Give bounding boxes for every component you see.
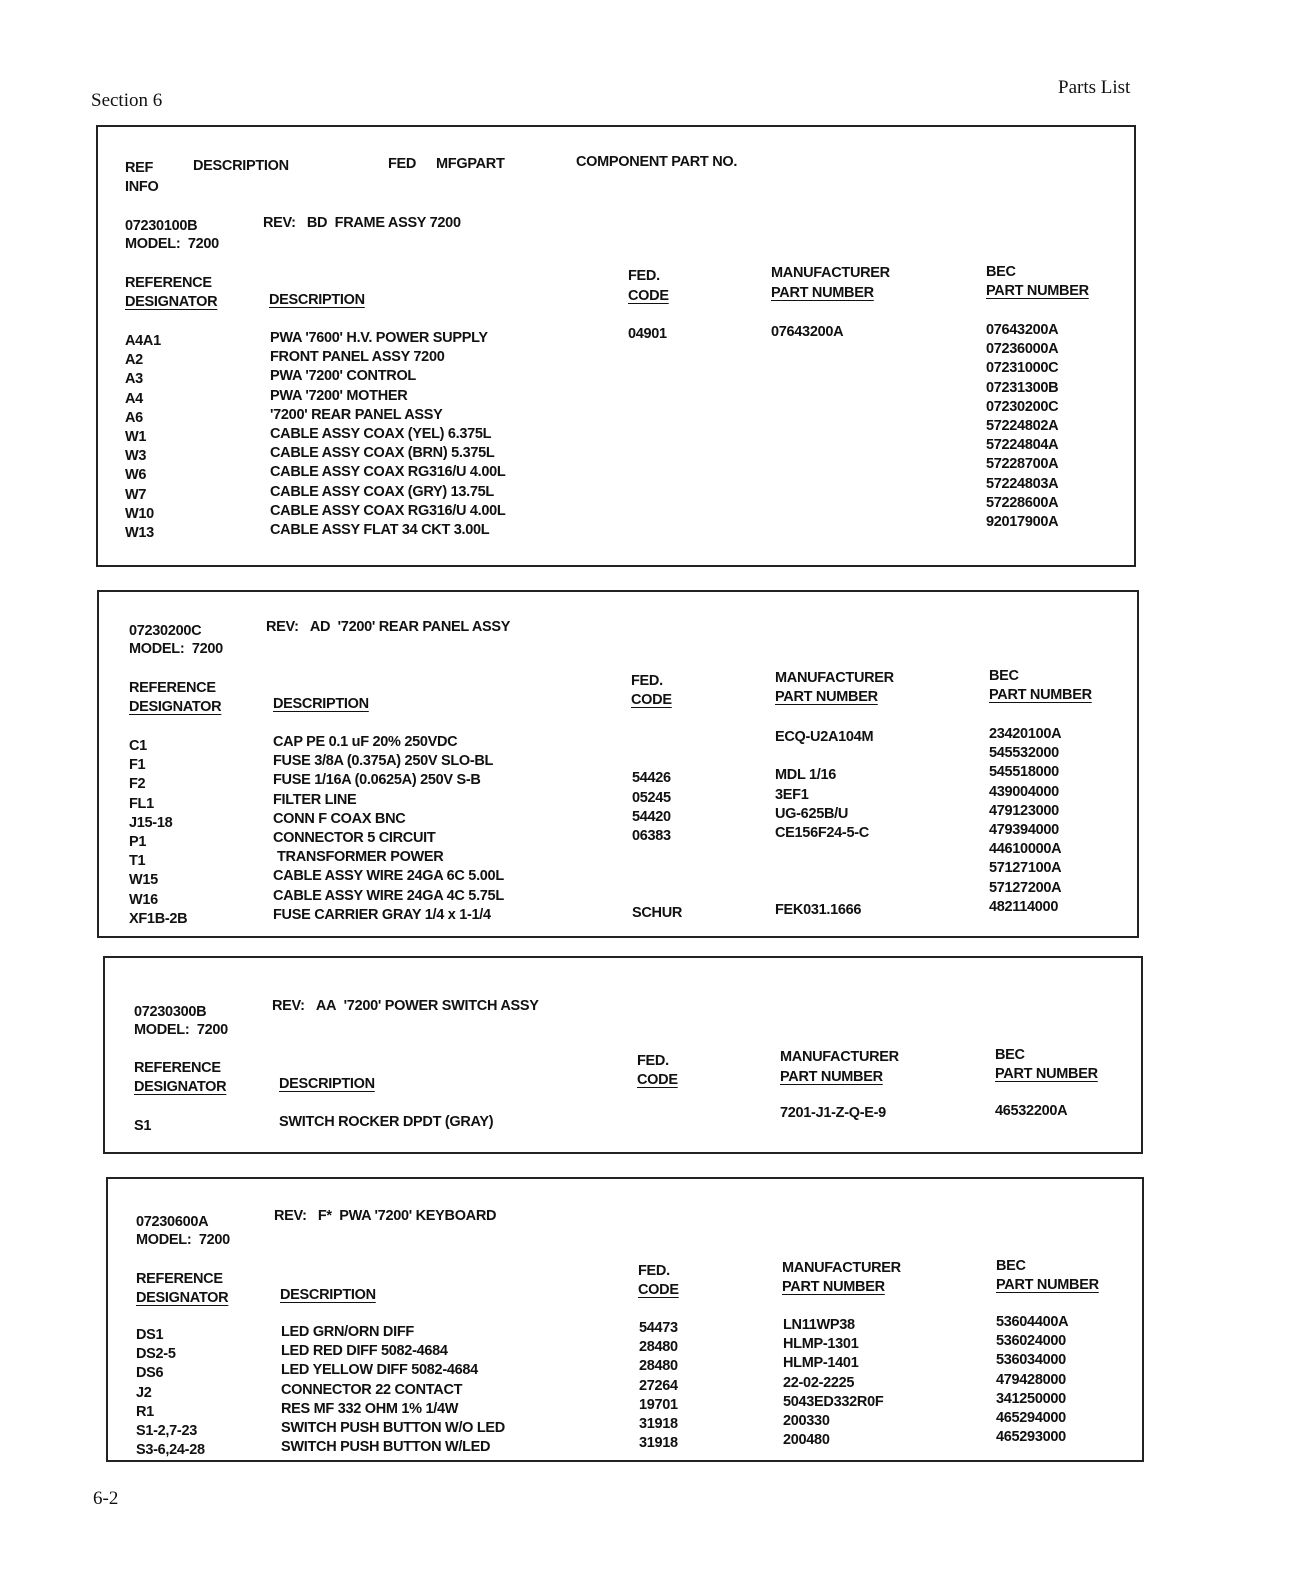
list-item xyxy=(632,846,682,865)
list-item xyxy=(775,747,873,766)
list-item: SWITCH PUSH BUTTON W/LED xyxy=(281,1439,491,1456)
list-item: DS2-5 xyxy=(136,1346,176,1363)
list-item: CABLE ASSY WIRE 24GA 4C 5.75L xyxy=(273,887,504,904)
list-item: 545532000 xyxy=(989,745,1059,762)
manufacturer-heading: MANUFACTURER xyxy=(782,1260,901,1276)
list-item: FILTER LINE xyxy=(273,791,357,808)
code-heading: CODE xyxy=(628,288,669,304)
description-list xyxy=(281,1323,505,1457)
list-item: 57224802A xyxy=(986,417,1059,434)
list-item: 479428000 xyxy=(996,1371,1066,1388)
list-item: LED YELLOW DIFF 5082-4684 xyxy=(281,1362,478,1379)
description-col-heading: DESCRIPTION xyxy=(280,1287,376,1303)
list-item: MDL 1/16 xyxy=(775,767,836,784)
list-item: A3 xyxy=(125,371,143,388)
component-part-heading: COMPONENT PART NO. xyxy=(576,154,738,170)
description-list xyxy=(270,329,505,540)
mfr-part-list xyxy=(783,1316,883,1450)
list-item: 465293000 xyxy=(996,1429,1066,1446)
list-item: RES MF 332 OHM 1% 1/4W xyxy=(281,1400,459,1417)
list-item: LN11WP38 xyxy=(783,1317,855,1333)
list-item: XF1B-2B xyxy=(129,910,188,927)
bec-part-list xyxy=(996,1313,1068,1447)
assembly-box-power-switch xyxy=(103,956,1143,1154)
fed-dot-heading: FED. xyxy=(638,1263,670,1279)
list-item: 57224804A xyxy=(986,437,1059,454)
code-heading: CODE xyxy=(637,1072,678,1088)
list-item: FUSE 1/16A (0.0625A) 250V S-B xyxy=(273,772,481,789)
list-item: CONNECTOR 5 CIRCUIT xyxy=(273,829,436,846)
list-item: CABLE ASSY COAX (GRY) 13.75L xyxy=(270,483,494,500)
list-item: CE156F24-5-C xyxy=(775,824,869,841)
list-item: SWITCH PUSH BUTTON W/O LED xyxy=(281,1419,505,1436)
fed-code-list xyxy=(632,731,682,923)
list-item: W15 xyxy=(129,872,158,889)
list-item: 31918 xyxy=(639,1415,678,1432)
reference-heading: REFERENCE xyxy=(134,1060,221,1076)
bec-part-number-heading: PART NUMBER xyxy=(986,283,1089,299)
list-item: DS6 xyxy=(136,1365,164,1382)
info-heading: INFO xyxy=(125,179,159,195)
list-item: 200480 xyxy=(783,1432,830,1449)
list-item: HLMP-1301 xyxy=(783,1336,859,1353)
assembly-box-keyboard xyxy=(106,1177,1144,1462)
list-item: W13 xyxy=(125,524,154,541)
model-line: MODEL: 7200 xyxy=(125,236,219,252)
description-col-heading: DESCRIPTION xyxy=(269,292,365,308)
list-item: 07643200A xyxy=(986,322,1059,338)
description-col-heading: DESCRIPTION xyxy=(279,1076,375,1092)
reference-heading: REFERENCE xyxy=(136,1271,223,1287)
list-item: 341250000 xyxy=(996,1390,1066,1407)
list-item: SWITCH ROCKER DPDT (GRAY) xyxy=(279,1114,494,1130)
list-item xyxy=(632,731,682,750)
list-item: 482114000 xyxy=(989,898,1059,915)
fed-code-list xyxy=(628,325,667,344)
fed-dot-heading: FED. xyxy=(628,268,660,284)
list-item: 479394000 xyxy=(989,821,1059,838)
list-item: 07231000C xyxy=(986,360,1059,377)
mfgpart-heading: MFGPART xyxy=(436,156,505,172)
rev-block: REV: F* PWA '7200' KEYBOARD xyxy=(274,1208,497,1224)
reference-heading: REFERENCE xyxy=(125,275,212,291)
list-item: 545518000 xyxy=(989,764,1059,781)
list-item: 465294000 xyxy=(996,1409,1066,1426)
description-list xyxy=(273,733,504,925)
mfr-part-number-heading: PART NUMBER xyxy=(782,1279,885,1295)
list-item: ECQ-U2A104M xyxy=(775,729,874,745)
list-item xyxy=(775,843,873,862)
list-item: DS1 xyxy=(136,1327,164,1343)
list-item: 3EF1 xyxy=(775,786,809,803)
list-item: 479123000 xyxy=(989,802,1059,819)
list-item: CABLE ASSY WIRE 24GA 6C 5.00L xyxy=(273,868,504,885)
page-number: 6-2 xyxy=(93,1488,119,1509)
list-item: '7200' REAR PANEL ASSY xyxy=(270,406,443,423)
list-item: W16 xyxy=(129,891,158,908)
list-item: CAP PE 0.1 uF 20% 250VDC xyxy=(273,734,458,750)
bec-heading: BEC xyxy=(995,1047,1025,1063)
list-item xyxy=(632,865,682,884)
model-line: MODEL: 7200 xyxy=(134,1022,228,1038)
list-item: 57127100A xyxy=(989,860,1062,877)
list-item: LED RED DIFF 5082-4684 xyxy=(281,1343,448,1360)
list-item: 04901 xyxy=(628,326,667,342)
list-item: T1 xyxy=(129,853,146,870)
list-item: 07231300B xyxy=(986,379,1059,396)
designator-list xyxy=(136,1326,205,1460)
assembly-number: 07230300B xyxy=(134,1004,207,1020)
rev-block: REV: AA '7200' POWER SWITCH ASSY xyxy=(272,998,539,1014)
list-item: 57228600A xyxy=(986,494,1059,511)
list-item: 06383 xyxy=(632,827,671,844)
list-item: FUSE 3/8A (0.375A) 250V SLO-BL xyxy=(273,753,494,770)
list-item: W6 xyxy=(125,467,147,484)
ref-heading: REF xyxy=(125,160,154,176)
list-item: 53604400A xyxy=(996,1314,1069,1330)
list-item xyxy=(775,882,873,901)
bec-part-list xyxy=(989,725,1061,917)
list-item: S3-6,24-28 xyxy=(136,1442,205,1459)
description-col-heading: DESCRIPTION xyxy=(273,696,369,712)
designator-heading: DESIGNATOR xyxy=(134,1079,227,1095)
list-item: PWA '7200' MOTHER xyxy=(270,387,408,404)
list-item: 57127200A xyxy=(989,879,1062,896)
list-item: CABLE ASSY COAX (BRN) 5.375L xyxy=(270,445,495,462)
assembly-number: 07230100B xyxy=(125,218,198,234)
list-item: CABLE ASSY COAX (YEL) 6.375L xyxy=(270,425,492,442)
manufacturer-heading: MANUFACTURER xyxy=(780,1049,899,1065)
list-item: W10 xyxy=(125,505,154,522)
list-item: 07643200A xyxy=(771,324,844,340)
list-item: S1-2,7-23 xyxy=(136,1422,197,1439)
list-item: 54426 xyxy=(632,770,671,787)
list-item: 536034000 xyxy=(996,1352,1066,1369)
list-item: 7201-J1-Z-Q-E-9 xyxy=(780,1105,886,1121)
list-item: 27264 xyxy=(639,1377,678,1394)
page-title: Parts List xyxy=(1058,77,1131,98)
list-item: R1 xyxy=(136,1403,154,1420)
list-item: P1 xyxy=(129,833,147,850)
list-item: 57228700A xyxy=(986,456,1059,473)
bec-part-list xyxy=(986,321,1058,532)
list-item: 57224803A xyxy=(986,475,1059,492)
list-item: LED GRN/ORN DIFF xyxy=(281,1324,414,1340)
list-item xyxy=(632,750,682,769)
list-item xyxy=(632,885,682,904)
list-item: J15-18 xyxy=(129,814,173,831)
list-item: FL1 xyxy=(129,795,154,812)
list-item: 28480 xyxy=(639,1358,678,1375)
list-item: 07230200C xyxy=(986,398,1059,415)
assembly-number: 07230200C xyxy=(129,623,202,639)
fed-dot-heading: FED. xyxy=(637,1053,669,1069)
model-line: MODEL: 7200 xyxy=(129,641,223,657)
list-item: J2 xyxy=(136,1384,152,1401)
mfr-part-list xyxy=(771,323,843,342)
manufacturer-heading: MANUFACTURER xyxy=(771,265,890,281)
list-item: 439004000 xyxy=(989,783,1059,800)
list-item: S1 xyxy=(134,1118,152,1134)
list-item: A4A1 xyxy=(125,333,161,349)
list-item: F1 xyxy=(129,757,146,774)
list-item: 5043ED332R0F xyxy=(783,1393,884,1410)
list-item: FEK031.1666 xyxy=(775,901,862,918)
list-item: 54420 xyxy=(632,808,671,825)
section-label: Section 6 xyxy=(91,90,163,111)
mfr-part-number-heading: PART NUMBER xyxy=(780,1069,883,1085)
rev-block: REV: AD '7200' REAR PANEL ASSY xyxy=(266,619,511,635)
list-item: A2 xyxy=(125,352,143,369)
list-item: 23420100A xyxy=(989,726,1062,742)
list-item: PWA '7200' CONTROL xyxy=(270,368,416,385)
list-item: C1 xyxy=(129,738,147,754)
list-item: W1 xyxy=(125,428,147,445)
bec-part-number-heading: PART NUMBER xyxy=(995,1066,1098,1082)
bec-heading: BEC xyxy=(996,1258,1026,1274)
list-item: 19701 xyxy=(639,1396,678,1413)
mfr-part-number-heading: PART NUMBER xyxy=(771,285,874,301)
list-item: 05245 xyxy=(632,789,671,806)
designator-list xyxy=(129,737,187,929)
designator-heading: DESIGNATOR xyxy=(125,294,218,310)
list-item: CABLE ASSY COAX RG316/U 4.00L xyxy=(270,464,506,481)
list-item: PWA '7600' H.V. POWER SUPPLY xyxy=(270,330,488,346)
mfr-part-list xyxy=(775,728,873,920)
model-line: MODEL: 7200 xyxy=(136,1232,230,1248)
rev-block: REV: BD FRAME ASSY 7200 xyxy=(263,215,461,231)
list-item: CABLE ASSY COAX RG316/U 4.00L xyxy=(270,502,506,519)
code-heading: CODE xyxy=(638,1282,679,1298)
list-item: 44610000A xyxy=(989,841,1062,858)
list-item: FUSE CARRIER GRAY 1/4 x 1-1/4 xyxy=(273,906,491,923)
fed-code-list xyxy=(639,1319,678,1453)
list-item: HLMP-1401 xyxy=(783,1355,859,1372)
list-item: 92017900A xyxy=(986,513,1059,530)
bec-heading: BEC xyxy=(989,668,1019,684)
list-item: W3 xyxy=(125,448,147,465)
list-item: 46532200A xyxy=(995,1103,1068,1119)
list-item: W7 xyxy=(125,486,147,503)
list-item: F2 xyxy=(129,776,146,793)
description-heading: DESCRIPTION xyxy=(193,158,289,174)
designator-list xyxy=(125,332,161,543)
fed-heading: FED xyxy=(388,156,417,172)
bec-heading: BEC xyxy=(986,264,1016,280)
list-item: SCHUR xyxy=(632,904,683,921)
list-item: 200330 xyxy=(783,1412,830,1429)
list-item: CABLE ASSY FLAT 34 CKT 3.00L xyxy=(270,521,490,538)
fed-dot-heading: FED. xyxy=(631,673,663,689)
mfr-part-number-heading: PART NUMBER xyxy=(775,689,878,705)
bec-part-number-heading: PART NUMBER xyxy=(996,1277,1099,1293)
list-item: CONN F COAX BNC xyxy=(273,810,406,827)
list-item: UG-625B/U xyxy=(775,805,849,822)
list-item: 31918 xyxy=(639,1435,678,1452)
list-item: 536024000 xyxy=(996,1333,1066,1350)
list-item: TRANSFORMER POWER xyxy=(277,849,444,866)
designator-heading: DESIGNATOR xyxy=(136,1290,229,1306)
list-item: 22-02-2225 xyxy=(783,1374,855,1391)
list-item: 54473 xyxy=(639,1320,678,1336)
manufacturer-heading: MANUFACTURER xyxy=(775,670,894,686)
list-item: FRONT PANEL ASSY 7200 xyxy=(270,349,445,366)
bec-part-number-heading: PART NUMBER xyxy=(989,687,1092,703)
list-item: CONNECTOR 22 CONTACT xyxy=(281,1381,463,1398)
designator-heading: DESIGNATOR xyxy=(129,699,222,715)
list-item: 28480 xyxy=(639,1339,678,1356)
list-item: 07236000A xyxy=(986,341,1059,358)
assembly-box-frame xyxy=(96,125,1136,567)
code-heading: CODE xyxy=(631,692,672,708)
assembly-box-rear-panel xyxy=(97,590,1139,938)
list-item: A4 xyxy=(125,390,143,407)
assembly-number: 07230600A xyxy=(136,1214,209,1230)
reference-heading: REFERENCE xyxy=(129,680,216,696)
list-item xyxy=(775,862,873,881)
list-item: A6 xyxy=(125,409,143,426)
